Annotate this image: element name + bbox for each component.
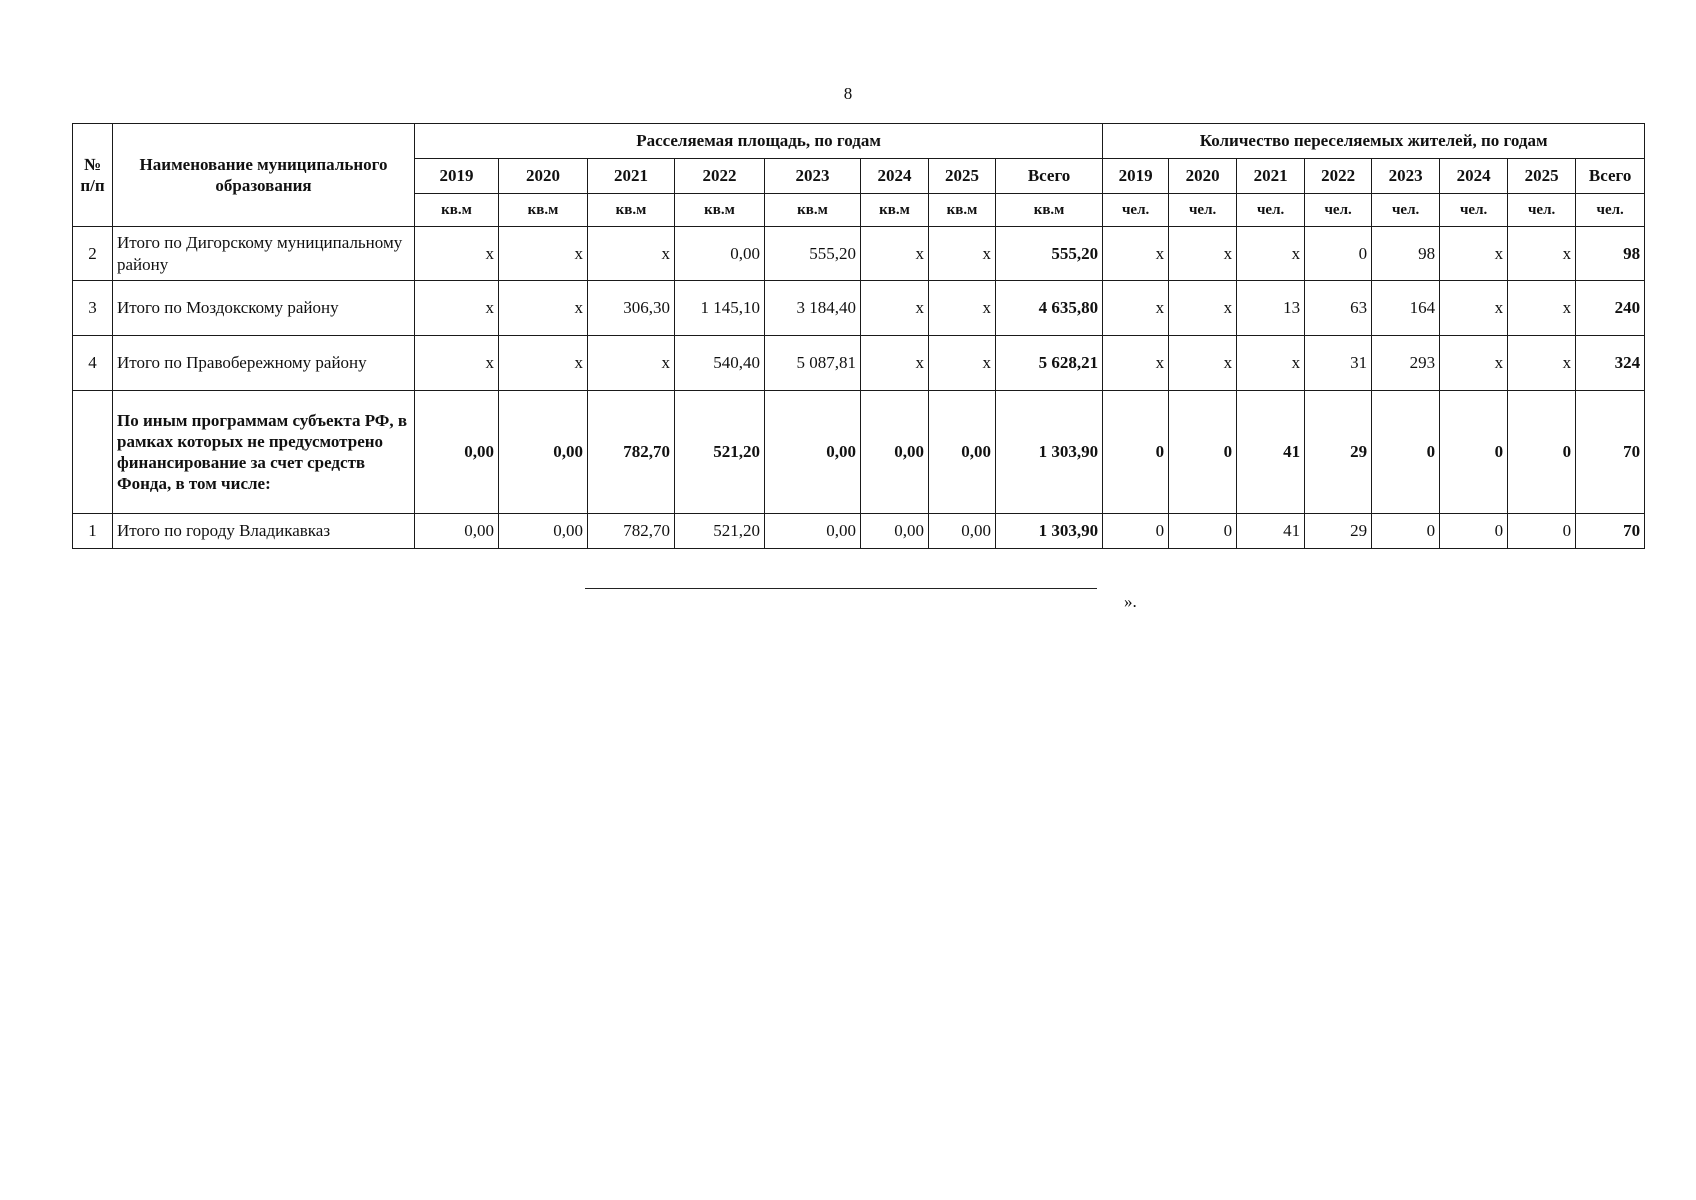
area-cell: 0,00 (415, 391, 499, 514)
header-area-col: 2020 (499, 159, 588, 194)
area-cell: 5 628,21 (996, 336, 1103, 391)
area-cell: x (415, 336, 499, 391)
row-name: Итого по Дигорскому муниципальному району (113, 227, 415, 281)
people-cell: 0 (1305, 227, 1372, 281)
row-name: Итого по городу Владикавказ (113, 514, 415, 549)
area-cell: 1 145,10 (675, 281, 765, 336)
row-number: 3 (73, 281, 113, 336)
people-cell: 324 (1576, 336, 1645, 391)
people-cell: 0 (1372, 514, 1440, 549)
table-row (73, 336, 1645, 391)
people-cell: 98 (1372, 227, 1440, 281)
table-row (73, 391, 1645, 514)
people-cell: 29 (1305, 514, 1372, 549)
header-people-col: 2023 (1372, 159, 1440, 194)
header-area-unit: кв.м (499, 194, 588, 227)
area-cell: 0,00 (861, 391, 929, 514)
area-cell: 5 087,81 (765, 336, 861, 391)
people-cell: 0 (1508, 514, 1576, 549)
area-cell: x (861, 336, 929, 391)
header-people-col: 2022 (1305, 159, 1372, 194)
people-cell: x (1237, 227, 1305, 281)
people-cell: 0 (1440, 514, 1508, 549)
closing-quote: ». (1124, 592, 1137, 611)
resettlement-table (72, 123, 1645, 549)
area-cell: 0,00 (415, 514, 499, 549)
table-row (73, 227, 1645, 281)
header-area-col: 2022 (675, 159, 765, 194)
closing-rule-line (585, 588, 1097, 589)
header-people-col: 2020 (1169, 159, 1237, 194)
area-cell: 521,20 (675, 514, 765, 549)
people-cell: 0 (1103, 514, 1169, 549)
area-cell: 0,00 (675, 227, 765, 281)
header-area-unit: кв.м (415, 194, 499, 227)
people-cell: 70 (1576, 514, 1645, 549)
area-cell: x (499, 227, 588, 281)
header-area-group: Расселяемая площадь, по годам (415, 124, 1103, 159)
people-cell: 0 (1169, 391, 1237, 514)
people-cell: 0 (1169, 514, 1237, 549)
header-people-unit: чел. (1103, 194, 1169, 227)
area-cell: x (929, 336, 996, 391)
header-num: № п/п (73, 124, 113, 227)
people-cell: 63 (1305, 281, 1372, 336)
area-cell: 0,00 (929, 514, 996, 549)
row-number: 1 (73, 514, 113, 549)
area-cell: 3 184,40 (765, 281, 861, 336)
people-cell: x (1508, 281, 1576, 336)
people-cell: 0 (1372, 391, 1440, 514)
area-cell: 540,40 (675, 336, 765, 391)
header-area-col: 2019 (415, 159, 499, 194)
people-cell: 98 (1576, 227, 1645, 281)
area-cell: 0,00 (861, 514, 929, 549)
header-area-unit: кв.м (861, 194, 929, 227)
people-cell: 31 (1305, 336, 1372, 391)
area-cell: x (861, 227, 929, 281)
header-people-group: Количество переселяемых жителей, по годам (1103, 124, 1645, 159)
area-cell: x (929, 281, 996, 336)
area-cell: x (861, 281, 929, 336)
header-area-col: 2021 (588, 159, 675, 194)
header-name: Наименование муниципального образования (113, 124, 415, 227)
people-cell: 13 (1237, 281, 1305, 336)
area-cell: 0,00 (765, 391, 861, 514)
people-cell: x (1440, 227, 1508, 281)
area-cell: 0,00 (765, 514, 861, 549)
table-row (73, 281, 1645, 336)
area-cell: 306,30 (588, 281, 675, 336)
header-people-unit: чел. (1576, 194, 1645, 227)
people-cell: x (1103, 336, 1169, 391)
header-people-unit: чел. (1237, 194, 1305, 227)
area-cell: x (415, 227, 499, 281)
people-cell: 41 (1237, 514, 1305, 549)
people-cell: 41 (1237, 391, 1305, 514)
header-people-unit: чел. (1169, 194, 1237, 227)
people-cell: x (1440, 336, 1508, 391)
area-cell: 1 303,90 (996, 514, 1103, 549)
area-cell: 0,00 (929, 391, 996, 514)
page-number: 8 (843, 84, 853, 103)
header-people-unit: чел. (1305, 194, 1372, 227)
header-area-unit: кв.м (588, 194, 675, 227)
header-area-col: 2025 (929, 159, 996, 194)
people-cell: x (1169, 336, 1237, 391)
area-cell: x (415, 281, 499, 336)
header-area-unit: кв.м (929, 194, 996, 227)
header-area-unit: кв.м (996, 194, 1103, 227)
area-cell: x (588, 336, 675, 391)
area-cell: 555,20 (996, 227, 1103, 281)
area-cell: 555,20 (765, 227, 861, 281)
row-number: 2 (73, 227, 113, 281)
header-people-col: 2025 (1508, 159, 1576, 194)
area-cell: x (929, 227, 996, 281)
area-cell: 1 303,90 (996, 391, 1103, 514)
header-people-unit: чел. (1508, 194, 1576, 227)
header-people-col: 2019 (1103, 159, 1169, 194)
area-cell: x (588, 227, 675, 281)
header-people-unit: чел. (1440, 194, 1508, 227)
area-cell: 521,20 (675, 391, 765, 514)
table-body (73, 227, 1645, 549)
people-cell: 0 (1103, 391, 1169, 514)
people-cell: x (1508, 227, 1576, 281)
people-cell: x (1508, 336, 1576, 391)
header-area-col: 2023 (765, 159, 861, 194)
people-cell: 164 (1372, 281, 1440, 336)
people-cell: 0 (1508, 391, 1576, 514)
header-people-col: Всего (1576, 159, 1645, 194)
row-name: Итого по Правобережному району (113, 336, 415, 391)
row-name: Итого по Моздокскому району (113, 281, 415, 336)
area-cell: 0,00 (499, 514, 588, 549)
area-cell: 0,00 (499, 391, 588, 514)
people-cell: 0 (1440, 391, 1508, 514)
people-cell: x (1237, 336, 1305, 391)
people-cell: 293 (1372, 336, 1440, 391)
area-cell: 782,70 (588, 391, 675, 514)
people-cell: 29 (1305, 391, 1372, 514)
table-row (73, 514, 1645, 549)
area-cell: 4 635,80 (996, 281, 1103, 336)
row-number (73, 391, 113, 514)
people-cell: x (1169, 281, 1237, 336)
row-name: По иным программам субъекта РФ, в рамках которых не предусмотрено финансирование за счет средств Фонда, в том числе: (113, 391, 415, 514)
people-cell: x (1440, 281, 1508, 336)
people-cell: x (1103, 227, 1169, 281)
area-cell: x (499, 281, 588, 336)
header-area-unit: кв.м (765, 194, 861, 227)
row-number: 4 (73, 336, 113, 391)
area-cell: x (499, 336, 588, 391)
header-people-col: 2024 (1440, 159, 1508, 194)
header-area-col: 2024 (861, 159, 929, 194)
people-cell: 70 (1576, 391, 1645, 514)
people-cell: x (1103, 281, 1169, 336)
header-area-col: Всего (996, 159, 1103, 194)
people-cell: 240 (1576, 281, 1645, 336)
area-cell: 782,70 (588, 514, 675, 549)
header-area-unit: кв.м (675, 194, 765, 227)
people-cell: x (1169, 227, 1237, 281)
header-people-unit: чел. (1372, 194, 1440, 227)
header-people-col: 2021 (1237, 159, 1305, 194)
